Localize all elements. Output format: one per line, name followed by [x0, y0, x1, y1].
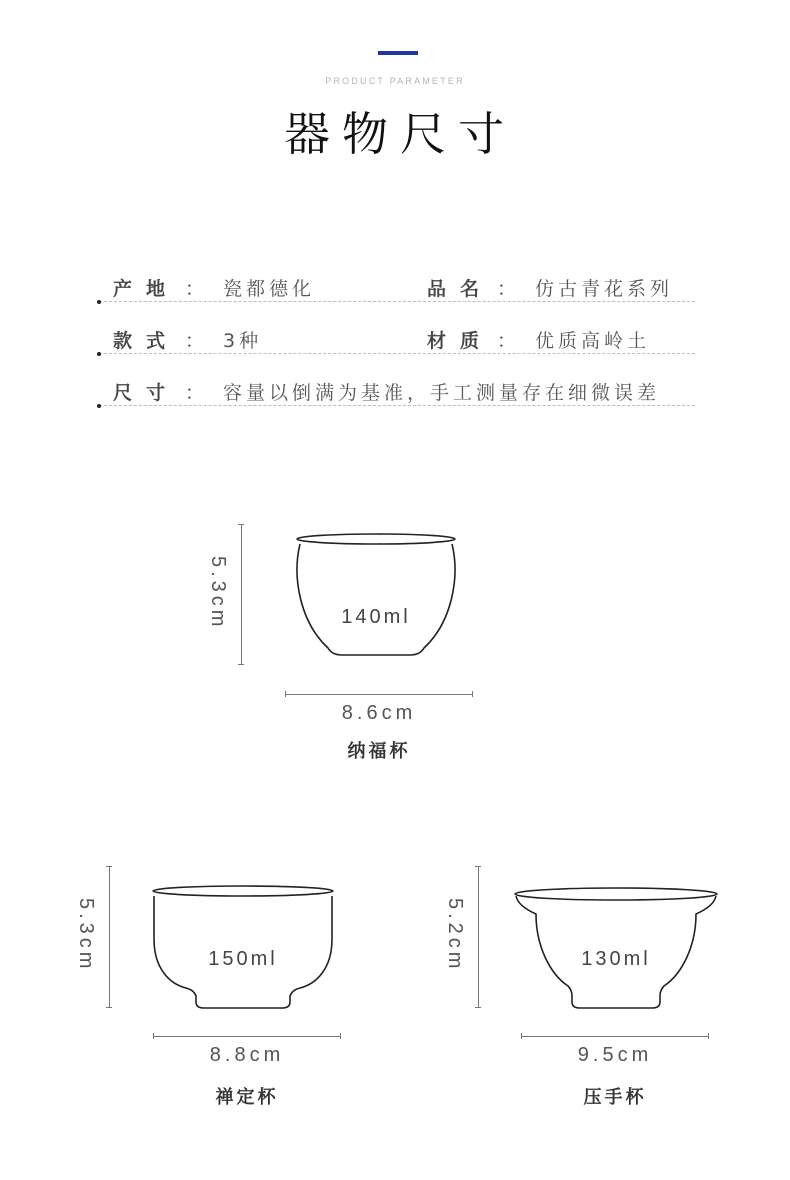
cup-name: 纳福杯 [347, 741, 411, 762]
width-dimension-line [285, 694, 473, 695]
cup-height: 5.3cm [75, 898, 97, 973]
dimension-tick [475, 1007, 481, 1008]
param-label: 款式 [113, 330, 180, 352]
dimension-tick [106, 866, 112, 867]
cup-capacity: 150ml [208, 948, 278, 970]
height-dimension-line [241, 524, 242, 665]
param-row-size [99, 366, 695, 406]
dashed-divider [99, 405, 695, 406]
param-colon: ： [497, 330, 517, 352]
section-title: 器物尺寸 [284, 107, 516, 161]
param-label: 产地 [113, 278, 180, 300]
dashed-divider [99, 353, 695, 354]
bullet-dot [97, 404, 101, 408]
cup-name: 压手杯 [583, 1087, 647, 1108]
dimension-tick [475, 866, 481, 867]
cup-width: 8.8cm [209, 1044, 285, 1066]
dimension-tick [106, 1007, 112, 1008]
param-value: 瓷都德化 [223, 278, 316, 300]
param-row-origin [99, 262, 695, 302]
dimension-tick [472, 691, 473, 697]
param-label: 材质 [427, 330, 494, 352]
param-value: 容量以倒满为基准，手工测量存在细微误差 [223, 382, 661, 404]
param-colon: ： [185, 330, 205, 352]
cup-width: 8.6cm [341, 702, 417, 724]
param-label: 品名 [427, 278, 494, 300]
cup-capacity: 140ml [341, 606, 411, 628]
cup-capacity: 130ml [581, 948, 651, 970]
param-value: 仿古青花系列 [535, 278, 674, 300]
dimension-tick [238, 524, 244, 525]
cup-height: 5.2cm [444, 898, 466, 973]
param-label: 尺寸 [113, 382, 180, 404]
cup-name: 禅定杯 [215, 1087, 279, 1108]
width-dimension-line [153, 1036, 341, 1037]
section-subtitle: PRODUCT PARAMETER [325, 76, 465, 86]
param-row-style [99, 314, 695, 354]
cup-chanding-outline [152, 884, 334, 1010]
param-colon: ： [497, 278, 517, 300]
param-colon: ： [185, 278, 205, 300]
dimension-tick [153, 1033, 154, 1039]
height-dimension-line [109, 866, 110, 1008]
dimension-tick [285, 691, 286, 697]
dimension-tick [708, 1033, 709, 1039]
bullet-dot [97, 300, 101, 304]
cup-width: 9.5cm [577, 1044, 653, 1066]
bullet-dot [97, 352, 101, 356]
param-value: 优质高岭土 [535, 330, 651, 352]
width-dimension-line [521, 1036, 709, 1037]
dimension-tick [521, 1033, 522, 1039]
dashed-divider [99, 301, 695, 302]
height-dimension-line [478, 866, 479, 1008]
cup-nafu-outline [296, 532, 456, 658]
param-colon: ： [185, 382, 205, 404]
param-value: 3种 [223, 330, 263, 352]
dimension-tick [238, 664, 244, 665]
accent-bar [378, 51, 418, 55]
cup-height: 5.3cm [207, 556, 229, 631]
dimension-tick [340, 1033, 341, 1039]
